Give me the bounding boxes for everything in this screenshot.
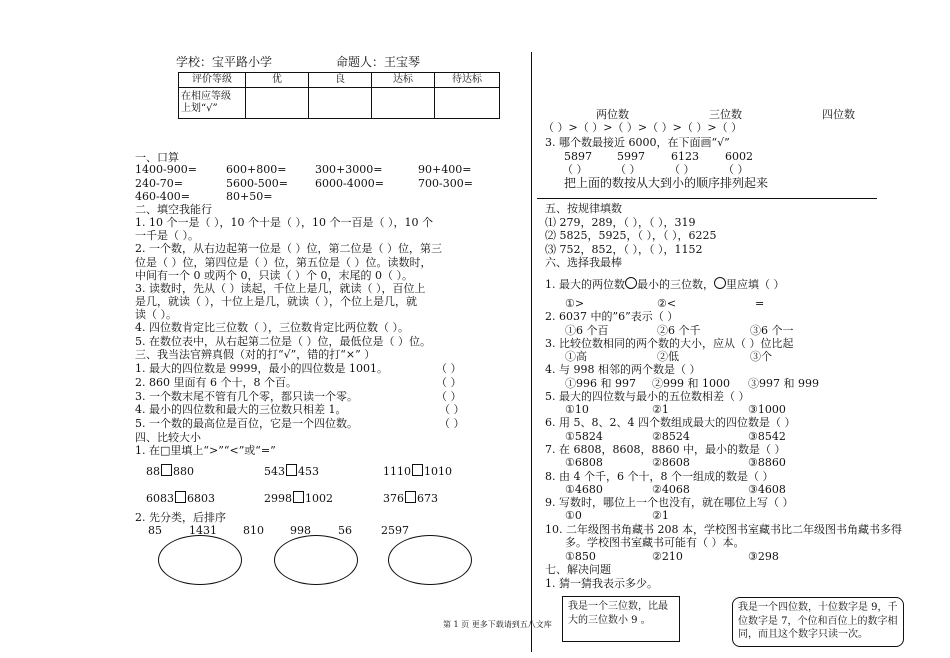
sort-number: 998: [290, 524, 311, 537]
judge-item: 5. 一个数的最高位是百位，它是一个四位数。: [135, 417, 358, 430]
closest-option: 5897: [564, 150, 592, 163]
judge-item: 3. 一个数末尾不管有几个零，都只读一个零。: [135, 390, 358, 403]
judge-answer-paren[interactable]: （ ）: [436, 376, 462, 389]
grade-header-cell: 达标: [372, 73, 435, 88]
compare-box[interactable]: [175, 491, 186, 503]
judge-item: 2. 860 里面有 6 个十，8 个百。: [135, 376, 297, 389]
closest-paren[interactable]: （ ）: [615, 163, 641, 176]
compare-right: 880: [173, 465, 194, 478]
choice-option[interactable]: ②999 和 1000: [652, 377, 730, 390]
choice-question: 9. 写数时，哪位上一个也没有，就在哪位上写（ ）: [545, 496, 794, 509]
compare-left: 6083: [146, 492, 174, 505]
choice-option[interactable]: ①高: [565, 350, 587, 363]
closest-paren[interactable]: （ ）: [723, 163, 749, 176]
judge-answer-paren[interactable]: （ ）: [439, 417, 465, 430]
compare-box[interactable]: [293, 491, 304, 503]
oral-calc-item: 80+50=: [226, 190, 273, 203]
page-footer: 第 1 页 更多下载请到五八文库: [443, 620, 552, 629]
fill-line: 2. 一个数，从右边起第一位是（ ）位，第二位是（ ）位，第三: [135, 242, 442, 255]
section7-title: 七、解决问题: [545, 563, 611, 576]
school-name: 学校：宝平路小学: [176, 55, 273, 69]
sort-number: 810: [243, 524, 264, 537]
closest-question: 3. 哪个数最接近 6000，在下面画“√”: [545, 136, 730, 149]
closest-option: 6123: [671, 150, 699, 163]
oral-calc-item: 600+800=: [226, 163, 287, 176]
compare-item: [146, 491, 215, 505]
choice-option[interactable]: ①6808: [565, 456, 603, 469]
fill-line: 一千是（ ）。: [135, 229, 199, 242]
choice-option[interactable]: ①996 和 997: [565, 377, 636, 390]
column-divider: [531, 52, 532, 652]
choice-question: 多。学校图书室藏书可能有（ ）本。: [565, 536, 745, 549]
choice-option[interactable]: ①6 个百: [565, 324, 609, 337]
judge-answer-paren[interactable]: （ ）: [439, 403, 465, 416]
judge-item: 4. 最小的四位数和最大的三位数只相差 1。: [135, 403, 347, 416]
choice-option[interactable]: ②1: [652, 403, 669, 416]
closest-paren[interactable]: （ ）: [669, 163, 695, 176]
choice-option[interactable]: ②<: [657, 297, 677, 310]
choice-option[interactable]: ①10: [565, 403, 589, 416]
compare-right: 453: [298, 465, 319, 478]
grade-header-cell: 优: [246, 73, 309, 88]
compare-left: 2998: [264, 492, 292, 505]
section6-title: 六、选择我最棒: [545, 256, 622, 269]
judge-answer-paren[interactable]: （ ）: [436, 390, 462, 403]
fill-line: 读（ ）。: [135, 308, 177, 321]
choice-option[interactable]: ②8524: [652, 430, 690, 443]
judge-answer-paren[interactable]: （ ）: [436, 362, 462, 375]
judge-item: 1. 最大的四位数是 9999，最小的四位数是 1001。: [135, 362, 388, 375]
fill-line: 中间有一个 0 或两个 0，只读（ ）个 0，末尾的 0（ ）。: [135, 269, 413, 282]
answer-line[interactable]: [537, 198, 877, 199]
compare-box[interactable]: [412, 464, 423, 476]
compare-box[interactable]: [286, 464, 297, 476]
choice-option[interactable]: ②210: [652, 550, 683, 563]
choice-option[interactable]: ③4608: [748, 483, 786, 496]
choice-option[interactable]: ③8860: [748, 456, 786, 469]
three-digit-ellipse[interactable]: [274, 535, 358, 585]
grade-mark-cell[interactable]: [309, 88, 372, 119]
section4-title: 四、比较大小: [135, 431, 201, 444]
grade-header-cell: 待达标: [435, 73, 500, 88]
sort-desc-instruction: 把上面的数按从大到小的顺序排列起来: [564, 176, 769, 190]
sort-number: 2597: [381, 524, 409, 537]
guess-note-three-digit: 我是一个三位数，比最大的三位数小 9 。: [562, 596, 680, 642]
compare-box[interactable]: [161, 464, 172, 476]
grade-mark-cell[interactable]: [372, 88, 435, 119]
sort-number: 1431: [189, 524, 217, 537]
choice-option[interactable]: ②低: [657, 350, 679, 363]
choice-question: 6. 用 5、8、2、4 四个数组成最大的四位数是（ ）: [545, 416, 796, 429]
pattern-item: ⑵ 5825，5925，（ ），（ ），6225: [545, 229, 717, 242]
choice-option[interactable]: ②1: [652, 509, 669, 522]
grade-instruction-line: 上划“√”: [181, 103, 218, 114]
compare-right: 1010: [424, 465, 452, 478]
grade-header-cell: 评价等级: [179, 73, 246, 88]
circle-blank[interactable]: [625, 277, 637, 289]
choice-question: 10. 二年级图书角藏书 208 本，学校图书室藏书比二年级图书角藏书多得: [545, 523, 902, 536]
choice-question: 3. 比较位数相同的两个数的大小，应从（ ）位比起: [545, 337, 794, 350]
grade-mark-cell[interactable]: [435, 88, 500, 119]
category-four-digit: 四位数: [822, 108, 855, 121]
oral-calc-item: 300+3000=: [315, 163, 383, 176]
grade-instruction-line: 在相应等级: [181, 91, 231, 102]
oral-calc-item: 6000-4000=: [315, 177, 384, 190]
sort-instruction: 2. 先分类，后排序: [135, 511, 226, 524]
section5-title: 五、按规律填数: [545, 202, 622, 215]
compare-left: 88: [146, 465, 160, 478]
section3-title: 三、我当法官辨真假（对的打“√”，错的打“×” ）: [135, 348, 376, 361]
fill-line: 位是（ ）位，第四位是（ ）位，第五位是（ ）位。读数时，: [135, 256, 432, 269]
compare-item: [383, 491, 438, 505]
choice-option[interactable]: ③个: [750, 350, 772, 363]
fill-line: 1. 10 个一是（ ），10 个十是（ ），10 个一百是（ ），10 个: [135, 216, 433, 229]
oral-calc-item: 5600-500=: [226, 177, 288, 190]
choice-question: 2. 6037 中的”6”表示（ ）: [545, 310, 679, 323]
choice-question: 5. 最大的四位数与最小的五位数相差（ ）: [545, 390, 750, 403]
compare-item: [146, 464, 194, 478]
choice-option[interactable]: ②8608: [652, 456, 690, 469]
choice-option[interactable]: ①4680: [565, 483, 603, 496]
compare-instruction: 1. 在□里填上“>”“<”或“=”: [135, 444, 276, 457]
choice-option[interactable]: ③1000: [748, 403, 786, 416]
oral-calc-item: 90+400=: [418, 163, 472, 176]
compare-right: 673: [417, 492, 438, 505]
compare-box[interactable]: [405, 491, 416, 503]
two-digit-ellipse[interactable]: [158, 535, 242, 585]
q1-part: 1. 最大的两位数: [545, 278, 625, 291]
choice-question: [545, 277, 785, 291]
oral-calc-item: 240-70=: [135, 177, 183, 190]
oral-calc-item: 700-300=: [418, 177, 473, 190]
order-row[interactable]: （ ）>（ ）>（ ）>（ ）>（ ）>（ ）: [543, 121, 743, 134]
compare-item: [383, 464, 452, 478]
author-name: 命题人：王宝琴: [336, 55, 421, 69]
compare-right: 1002: [305, 492, 333, 505]
compare-item: [264, 491, 333, 505]
closest-option: 6002: [725, 150, 753, 163]
guess-note-four-digit: 我是一个四位数，十位数字是 9，千位数字是 7，个位和百位上的数字相同，而且这个数字只读一次。: [732, 597, 904, 647]
section1-title: 一、口算: [135, 151, 179, 164]
choice-option[interactable]: ①>: [565, 297, 585, 310]
grade-table: [178, 72, 500, 119]
oral-calc-item: 460-400=: [135, 190, 190, 203]
closest-option: 5997: [617, 150, 645, 163]
choice-option[interactable]: ③298: [748, 550, 779, 563]
choice-option[interactable]: ③997 和 999: [748, 377, 819, 390]
grade-header-cell: 良: [309, 73, 372, 88]
compare-right: 6803: [187, 492, 215, 505]
choice-option[interactable]: =: [755, 297, 765, 310]
compare-left: 543: [264, 465, 285, 478]
circle-blank[interactable]: [714, 277, 726, 289]
guess-question: 1. 猜一猜我表示多少。: [545, 577, 658, 590]
sort-number: 85: [148, 524, 162, 537]
choice-option[interactable]: ②6 个千: [657, 324, 701, 337]
choice-option[interactable]: ①0: [565, 509, 582, 522]
choice-option[interactable]: ③6 个一: [750, 324, 794, 337]
section2-title: 二、填空我能行: [135, 203, 212, 216]
four-digit-ellipse[interactable]: [388, 535, 472, 585]
pattern-item: ⑴ 279，289，（ ），（ ），319: [545, 216, 696, 229]
compare-left: 1110: [383, 465, 411, 478]
q1-part: 里应填（ ）: [726, 278, 785, 291]
choice-option[interactable]: ③8542: [748, 430, 786, 443]
choice-question: 4. 与 998 相邻的两个数是（ ）: [545, 363, 701, 376]
compare-left: 376: [383, 492, 404, 505]
pattern-item: ⑶ 752，852，（ ），（ ），1152: [545, 243, 703, 256]
grade-instruction-cell: [179, 88, 246, 119]
fill-line: 5. 在数位表中，从右起第二位是（ ）位，最低位是（ ）位。: [135, 335, 431, 348]
choice-option[interactable]: ①5824: [565, 430, 603, 443]
choice-question: 7. 在 6808，8608，8860 中，最小的数是（ ）: [545, 443, 786, 456]
sort-number: 56: [338, 524, 352, 537]
choice-option[interactable]: ②4068: [652, 483, 690, 496]
choice-option[interactable]: ①850: [565, 550, 596, 563]
closest-paren[interactable]: （ ）: [562, 163, 588, 176]
q1-part: 最小的三位数，: [637, 278, 714, 291]
oral-calc-item: 1400-900=: [135, 163, 197, 176]
fill-line: 是几，就读（ ），十位上是几，就读（ ），个位上是几，就: [135, 295, 417, 308]
fill-line: 3. 读数时，先从（ ）读起，千位上是几，就读（ ），百位上: [135, 282, 426, 295]
category-two-digit: 两位数: [596, 108, 629, 121]
grade-mark-cell[interactable]: [246, 88, 309, 119]
category-three-digit: 三位数: [709, 108, 742, 121]
fill-line: 4. 四位数肯定比三位数（ ），三位数肯定比两位数（ ）。: [135, 321, 409, 334]
choice-question: 8. 由 4 个千，6 个十，8 个一组成的数是（ ）: [545, 470, 774, 483]
compare-item: [264, 464, 319, 478]
